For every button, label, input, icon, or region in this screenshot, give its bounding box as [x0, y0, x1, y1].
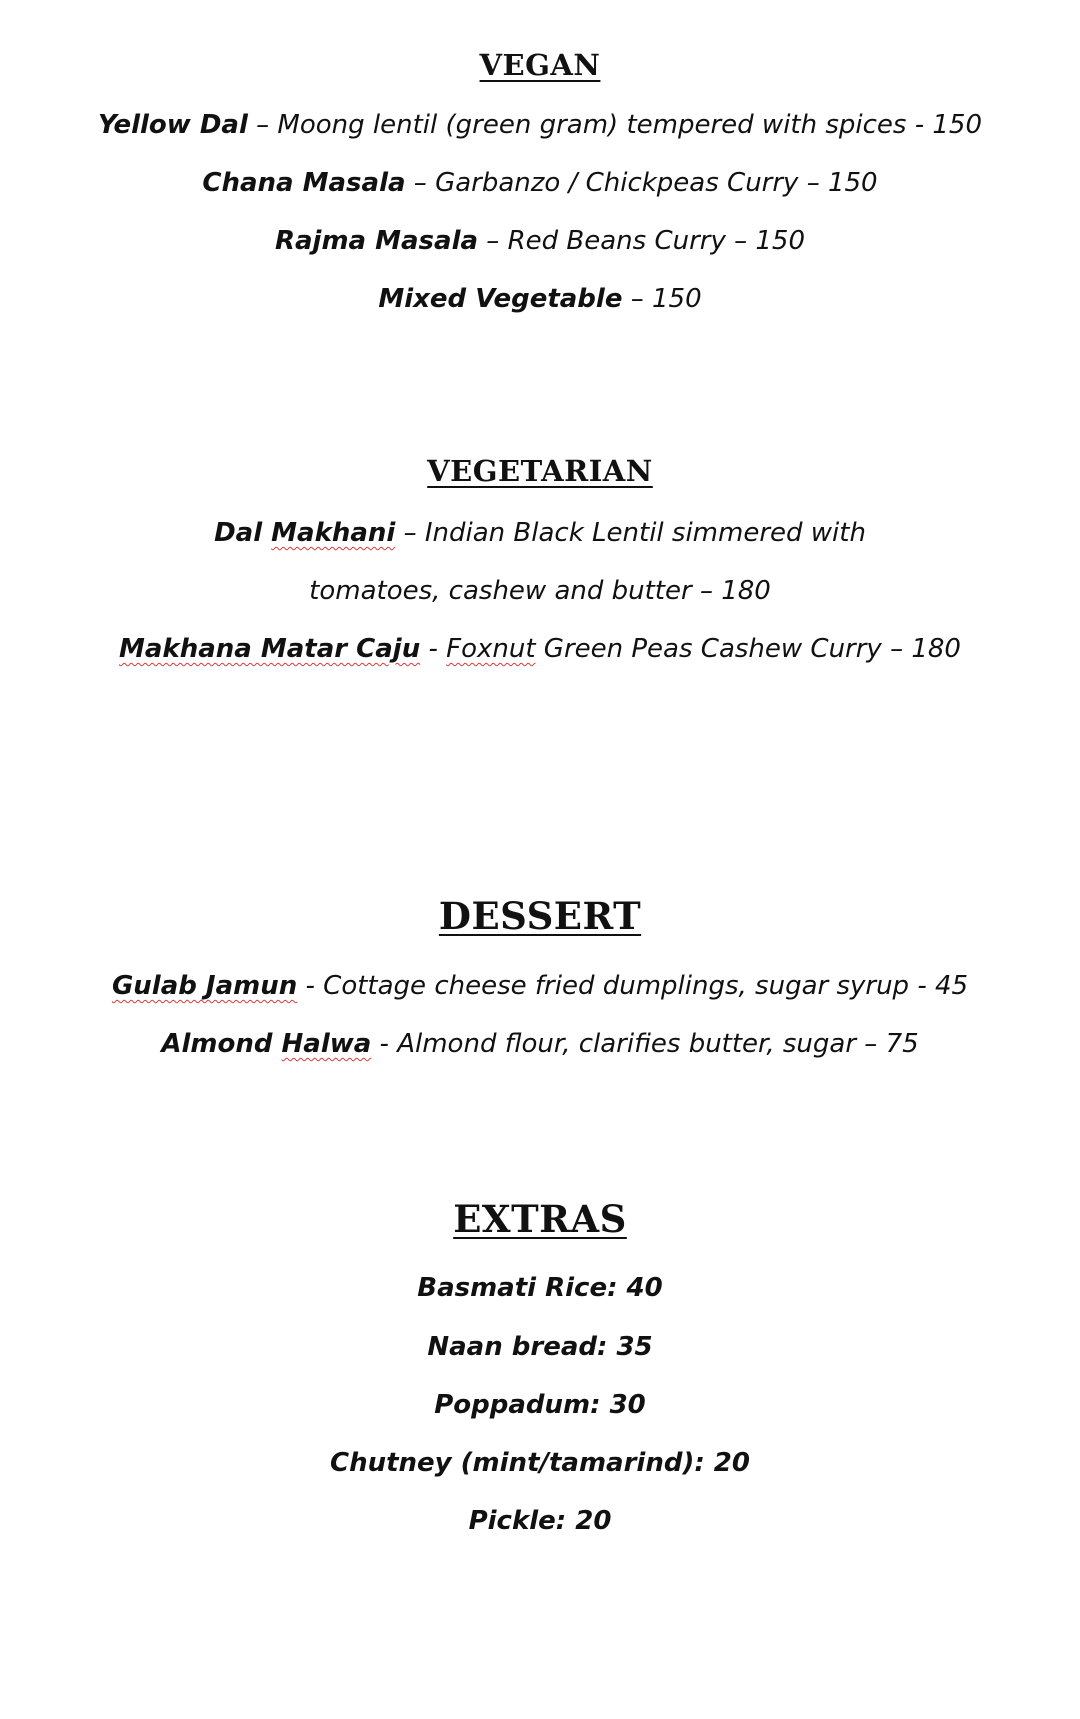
- item-name: Yellow Dal: [97, 110, 248, 140]
- item-description: Almond flour, clarifies butter, sugar – 75: [397, 1029, 919, 1059]
- menu-item-yellow-dal: [0, 110, 1080, 140]
- vegan-heading: VEGAN: [479, 48, 601, 82]
- item-separator: –: [405, 168, 436, 198]
- item-description: Cottage cheese fried dumplings, sugar syrup - 45: [323, 971, 969, 1001]
- item-separator: -: [297, 971, 324, 1001]
- extras-heading: EXTRAS: [453, 1197, 627, 1241]
- extras-item-chutney: Chutney (mint/tamarind): 20: [330, 1448, 750, 1478]
- item-separator: -: [420, 634, 447, 664]
- extras-item-poppadum: Poppadum: 30: [434, 1390, 646, 1420]
- item-description: Indian Black Lentil simmered with: [424, 518, 866, 548]
- item-name: Makhana Matar Caju: [119, 634, 421, 664]
- menu-item-gulab-jamun: [0, 971, 1080, 1001]
- menu-item-dal-makhani: [0, 518, 1080, 548]
- item-name-part: Almond: [161, 1029, 282, 1059]
- menu-item-almond-halwa: [0, 1029, 1080, 1059]
- item-separator: –: [395, 518, 425, 548]
- item-name: Gulab Jamun: [111, 971, 298, 1001]
- extras-item-naan-bread: Naan bread: 35: [427, 1332, 653, 1362]
- item-name-part-spellcheck: Halwa: [281, 1029, 372, 1059]
- item-separator: –: [247, 110, 278, 140]
- item-name: [214, 518, 395, 548]
- menu-item-makhana-matar-caju: [0, 634, 1080, 664]
- item-separator: -: [371, 1029, 398, 1059]
- item-separator: –: [622, 284, 652, 314]
- dessert-heading: DESSERT: [438, 894, 642, 938]
- menu-item-chana-masala: [0, 168, 1080, 198]
- vegetarian-heading: VEGETARIAN: [427, 454, 653, 488]
- item-name: Rajma Masala: [274, 226, 479, 256]
- item-description: 150: [651, 284, 702, 314]
- menu-item-mixed-vegetable: [0, 284, 1080, 314]
- item-name: Mixed Vegetable: [378, 284, 623, 314]
- menu-item-rajma-masala: [0, 226, 1080, 256]
- item-separator: –: [478, 226, 508, 256]
- item-description: Moong lentil (green gram) tempered with spices - 150: [277, 110, 982, 140]
- item-description: Red Beans Curry – 150: [507, 226, 806, 256]
- item-description: Green Peas Cashew Curry – 180: [535, 634, 961, 664]
- item-name: [161, 1029, 371, 1059]
- item-name-part: Dal: [214, 518, 272, 548]
- extras-item-pickle: Pickle: 20: [468, 1506, 612, 1536]
- item-description-part-spellcheck: Foxnut: [446, 634, 536, 664]
- item-name: Chana Masala: [202, 168, 406, 198]
- item-description: Garbanzo / Chickpeas Curry – 150: [435, 168, 878, 198]
- item-description: tomatoes, cashew and butter – 180: [309, 576, 771, 606]
- item-name-part-spellcheck: Makhani: [271, 518, 396, 548]
- extras-item-basmati-rice: Basmati Rice: 40: [417, 1273, 663, 1303]
- menu-item-dal-makhani-continued: [0, 576, 1080, 606]
